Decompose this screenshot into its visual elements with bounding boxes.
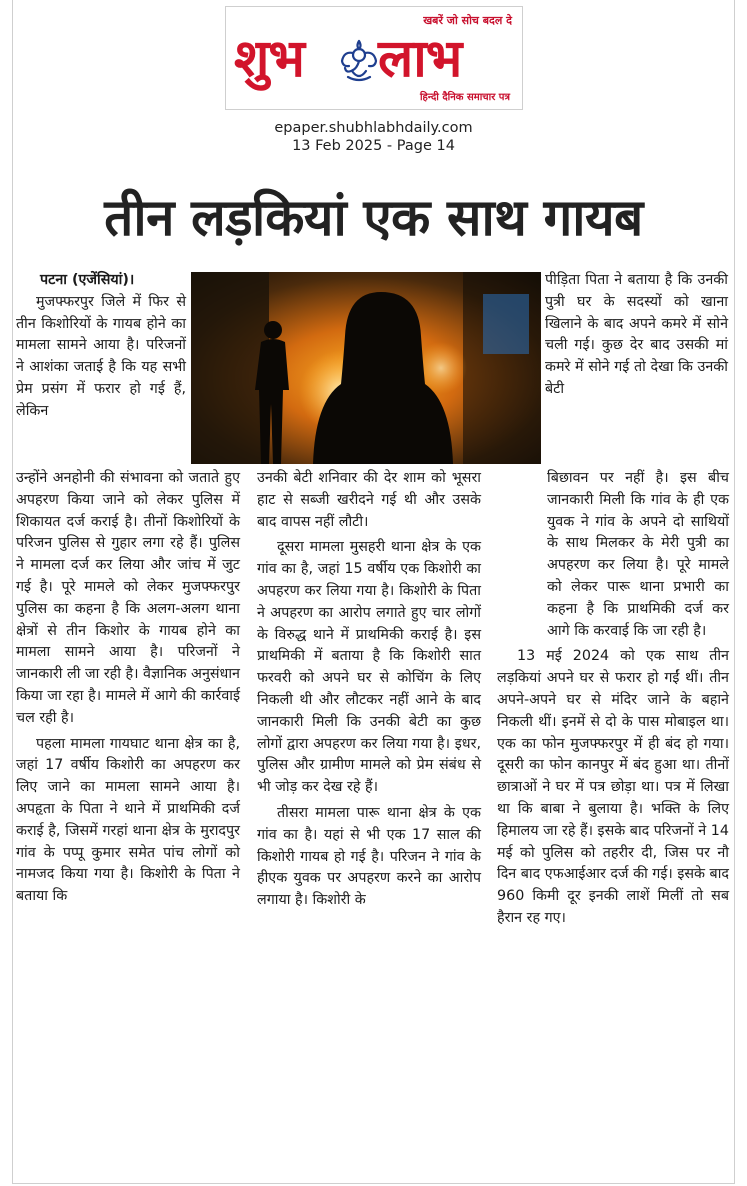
- article-paragraph: पीड़िता पिता ने बताया है कि उनकी पुत्री घर के सदस्यों को खाना खिलाने के बाद अपने कमरे में सोने चली गई। कुछ देर बाद उसकी मां कमरे में सोने गई तो देखा कि उनकी बेटी: [545, 272, 728, 397]
- epaper-url: epaper.shubhlabhdaily.com: [274, 120, 473, 136]
- article-paragraph: उन्होंने अनहोनी की संभावना को जताते हुए अपहरण किया जाने को लेकर पुलिस में शिकायत दर्ज कराई है। तीनों किशोरियों के परिजन पुलिस से गुहार लगा रहे हैं। पुलिस ने मामला दर्ज कर लिया और जांच में जुट गई है। पूरे मामले को लेकर मुजफ्फरपुर पुलिस का कहना है कि अलग-अलग थाना क्षेत्रों से तीन किशोर के गायब होने का मामला सामने आया है। परिजनों ने जानकारी ली जा रही है। वैज्ञानिक अनुसंधान किया जा रहा है। मामले में आगे की कार्रवाई चल रही है।: [16, 470, 240, 726]
- article-paragraph: पहला मामला गायघाट थाना क्षेत्र का है, जहां 17 वर्षीय किशोरी का अपहरण कर लिए जाने का मामला सामने आया है। अपहृता के पिता ने थाने में प्राथमिकी दर्ज कराई है, जिसमें गरहां थाना क्षेत्र के मुरादपुर गांव के पप्पू कुमार समेत पांच लोगों को नामजद किया गया है। किशोरी के पिता ने बताया कि: [16, 735, 240, 905]
- article-paragraph: बिछावन पर नहीं है। इस बीच जानकारी मिली कि गांव के ही एक युवक ने गांव के अपने दो साथियों के साथ मिलकर के मेरी पुत्री का अपहरण कर लिया है। पूरे मामले को लेकर पारू थाना प्रभारी का कहना है कि प्राथमिकी दर्ज कर आगे कि करवाई कि जा रही है।: [547, 470, 729, 639]
- masthead-name-left: शुभ: [234, 28, 304, 89]
- masthead-logo: [225, 6, 523, 110]
- article-column-1: [16, 468, 240, 912]
- article-photo: [191, 272, 541, 464]
- masthead-tagline: खबरें जो सोच बदल दे: [423, 14, 512, 27]
- article-paragraph: दूसरा मामला मुसहरी थाना क्षेत्र के एक गांव का है, जहां 15 वर्षीय एक किशोरी का अपहरण कर लिया गया है। किशोरी के पिता ने अपहरण का आरोप लगाते हुए चार लोगों के विरुद्ध थाने में प्राथमिकी कराई है। इस प्राथमिकी में बताया है कि किशोरी सात फरवरी को अपने घर से कोचिंग के लिए निकली थी और लौटकर नहीं आने के बाद जानकारी मिली कि उनकी बेटी का कुछ लोगों द्वारा अपहरण कर लिया गया है। इधर, पुलिस और ग्रामीण मामले को प्रेम संबंध से भी जोड़ कर देख रहे हैं।: [257, 539, 481, 796]
- ganesha-logo-icon: [338, 37, 380, 83]
- article-paragraph: मुजफ्फरपुर जिले में फिर से तीन किशोरियों के गायब होने का मामला सामने आया है। परिजनों ने आशंका जताई है कि यह सभी प्रेम प्रसंग में फरार हो गई हैं, लेकिन: [16, 293, 186, 419]
- article-column-3-top: [545, 270, 728, 405]
- article-column-1-top: [16, 270, 186, 427]
- article-headline: तीन लड़कियां एक साथ गायब: [104, 189, 643, 248]
- article-paragraph: तीसरा मामला पारू थाना क्षेत्र के एक गांव का है। यहां से भी एक 17 साल की किशोरी गायब हो गई है। परिजन ने गांव के हीएक युवक पर अपहरण करने का आरोप लगाया है। किशोरी के: [257, 804, 481, 909]
- article-paragraph: 13 मई 2024 को एक साथ तीन लड़कियां अपने घर से फरार हो गईं थीं। तीन अपने-अपने घर से मंदिर जाने के बहाने निकली थीं। इनमें से दो के पास मोबाइल था। एक का फोन मुजफ्फरपुर में ही बंद हो गया। दूसरी का फोन कानपुर में बंद हुआ था। तीनों छात्राओं ने घर में पत्र छोड़ा था। पत्र में लिखा था कि बाबा ने बुलाया है। भक्ति के लिए हिमालय जा रहे हैं। इसके बाद परिजनों ने 14 मई को पुलिस को तहरीर दी, जिस पर नौ दिन बाद एफआईआर दर्ज की गई। इसके बाद 960 किमी दूर इनकी लाशें मिलीं तो सब हैरान रह गए।: [497, 648, 730, 926]
- masthead-name-right: लाभ: [378, 28, 462, 89]
- edition-date-page: 13 Feb 2025 - Page 14: [292, 138, 455, 154]
- article-dateline: पटना (एजेंसियां)।: [40, 272, 135, 288]
- article-column-3: [497, 468, 729, 934]
- masthead-subtitle: हिन्दी दैनिक समाचार पत्र: [419, 92, 510, 103]
- silhouette-photo: [191, 272, 541, 464]
- article-column-2: [257, 468, 481, 916]
- article-paragraph: उनकी बेटी शनिवार की देर शाम को भूसरा हाट से सब्जी खरीदने गई थी और उसके बाद वापस नहीं लौटी।: [257, 470, 481, 530]
